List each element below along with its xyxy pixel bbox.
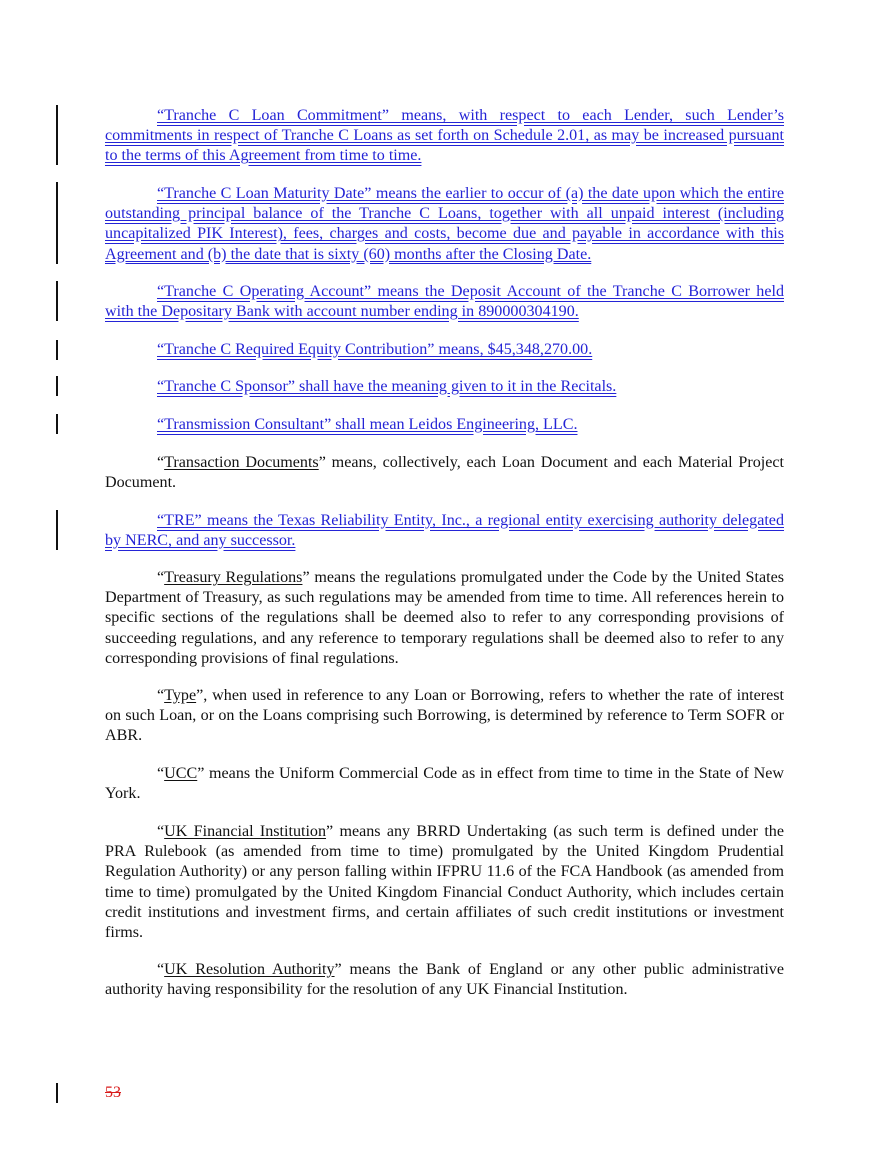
definition-transmission-consultant — [105, 415, 784, 435]
inserted-text: “Tranche C Sponsor” shall have the meaning given to it in the Recitals. — [157, 378, 617, 395]
change-bar — [56, 376, 58, 396]
change-bar — [56, 281, 58, 321]
definition-uk-resolution-authority — [105, 960, 784, 1000]
definition-text: ” means the Uniform Commercial Code as in effect from time to time in the State of New York. — [105, 765, 784, 803]
definition-treasury-regulations — [105, 568, 784, 669]
inserted-text: “Tranche C Required Equity Contribution” means, $45,348,270.00. — [157, 341, 593, 358]
defined-term: Type — [164, 687, 197, 704]
inserted-text: “Transmission Consultant” shall mean Leidos Engineering, LLC. — [157, 416, 578, 433]
open-quote: “ — [157, 765, 165, 782]
change-bar — [56, 182, 58, 264]
definition-type — [105, 686, 784, 747]
definition-text: ” means the regulations promulgated under the Code by the United States Department of Treasury, as such regulations may be amended from time to time. All references herein to specific sections of the regulations shall be deemed also to refer to any corresponding provisions of succeeding regulations, and any reference to temporary regulations shall be deemed also to refer to any corresponding provisions of final regulations. — [105, 569, 784, 667]
defined-term: Treasury Regulations — [164, 569, 303, 586]
defined-term: UCC — [164, 765, 198, 782]
change-bar — [56, 414, 58, 434]
definition-transaction-documents — [105, 453, 784, 493]
inserted-text: “Tranche C Loan Commitment” means, with respect to each Lender, such Lender’s commitments in respect of Tranche C Loans as set forth on Schedule 2.01, as may be increased pursuant to the terms of this Agreement from time to time. — [105, 107, 784, 165]
definition-uk-financial-institution — [105, 822, 784, 943]
definition-tranche-c-loan-commitment — [105, 106, 784, 167]
definition-tranche-c-operating-account — [105, 282, 784, 322]
definition-tranche-c-required-equity-contribution — [105, 340, 784, 360]
defined-term: Transaction Documents — [164, 454, 319, 471]
change-bar — [56, 1083, 58, 1103]
change-bar — [56, 105, 58, 165]
page-number: 53 — [105, 1084, 121, 1101]
defined-term: UK Resolution Authority — [164, 961, 335, 978]
definition-tranche-c-sponsor — [105, 377, 784, 397]
definition-text: ” means the Bank of England or any other public administrative authority having responsibility for the resolution of any UK Financial Institution. — [105, 961, 784, 999]
definition-tre — [105, 511, 784, 551]
open-quote: “ — [157, 823, 165, 840]
definition-tranche-c-loan-maturity-date — [105, 184, 784, 265]
inserted-text: “Tranche C Loan Maturity Date” means the earlier to occur of (a) the date upon which the entire outstanding principal balance of the Tranche C Loans, together with all unpaid interest (including uncapitalized PIK Interest), fees, charges and costs, become due and payable in accordance with this Agreement and (b) the date that is sixty (60) months after the Closing Date. — [105, 185, 784, 263]
open-quote: “ — [157, 687, 165, 704]
definition-ucc — [105, 764, 784, 804]
open-quote: “ — [157, 961, 165, 978]
defined-term: UK Financial Institution — [164, 823, 327, 840]
open-quote: “ — [157, 454, 165, 471]
definition-text: ” means, collectively, each Loan Document and each Material Project Document. — [105, 454, 784, 492]
inserted-text: “Tranche C Operating Account” means the Deposit Account of the Tranche C Borrower held with the Depositary Bank with account number ending in 890000304190. — [105, 283, 784, 321]
definition-text: ” means any BRRD Undertaking (as such term is defined under the PRA Rulebook (as amended from time to time) promulgated by the United Kingdom Prudential Regulation Authority) or any person falling within IFPRU 11.6 of the FCA Handbook (as amended from time to time) promulgated by the United Kingdom Financial Conduct Authority, which includes certain credit institutions and investment firms, and certain affiliates of such credit institutions or investment firms. — [105, 823, 784, 942]
change-bar — [56, 510, 58, 550]
definition-text: ”, when used in reference to any Loan or Borrowing, refers to whether the rate of interest on such Loan, or on the Loans comprising such Borrowing, is determined by reference to Term SOFR or ABR. — [105, 687, 784, 745]
inserted-text: “TRE” means the Texas Reliability Entity, Inc., a regional entity exercising authority delegated by NERC, and any successor. — [105, 512, 784, 550]
change-bar — [56, 340, 58, 360]
open-quote: “ — [157, 569, 165, 586]
